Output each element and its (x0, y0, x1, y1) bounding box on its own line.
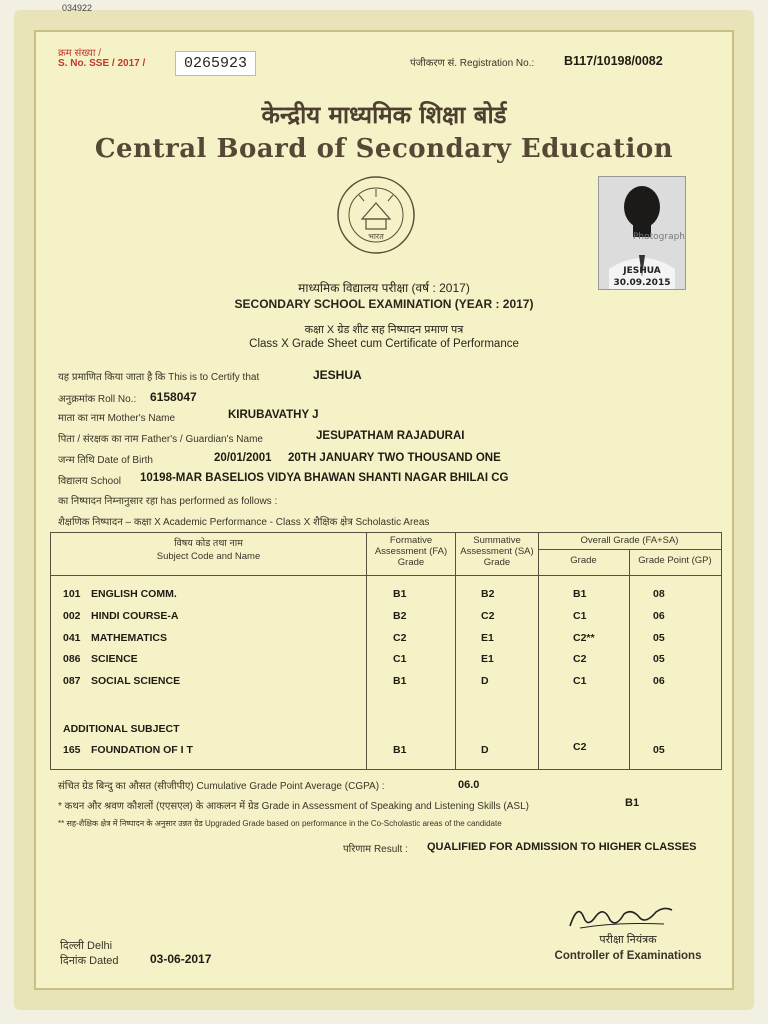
cgpa-value: 06.0 (458, 779, 480, 791)
dated-value: 03-06-2017 (150, 952, 212, 966)
top-serial: 034922 (62, 3, 93, 13)
photo-date: 30.09.2015 (613, 278, 671, 288)
roll-number: 6158047 (150, 390, 197, 404)
sheet-title: Class X Grade Sheet cum Certificate of Performance (249, 338, 519, 350)
grades-table: विषय कोड तथा नाम Subject Code and Name Formative Assessment (FA) Grade Summative Assessment (SA) Grade Overall Grade (FA+SA) Grade Grade Point (GP) 101 ENGLISH COMM. B1 B2 B1 08 002 HINDI COURSE-A B2 C2 C1 06 041 MATHEMATICS C2 E1 C2** 05 086 SCIENCE C1 E1 C2 05 087 SOCIAL SCIENCE B1 D C1 06 ADDITIONAL SUBJECT 165 FOUNDATION OF I T B1 D C2 05 (50, 532, 722, 770)
result-value: QUALIFIED FOR ADMISSION TO HIGHER CLASSES (427, 841, 697, 853)
controller-title: Controller of Examinations (554, 950, 702, 962)
seal-text: भारत (368, 232, 384, 241)
school-name: 10198-MAR BASELIOS VIDYA BHAWAN SHANTI NAGAR BHILAI CG (140, 472, 509, 484)
board-title: Central Board of Secondary Education (94, 134, 674, 164)
photo-signature: JESHUA (623, 266, 661, 276)
roll-label: अनुक्रमांक Roll No.: (58, 394, 137, 405)
header-overall: Overall Grade (FA+SA) (580, 535, 679, 546)
dated-label: दिनांक Dated (60, 955, 119, 967)
student-photograph (598, 176, 686, 290)
performed-label: का निष्पादन निम्नानुसार रहा has performed as follows : (58, 496, 278, 507)
academic-label: शैक्षणिक निष्पादन – कक्षा X Academic Performance - Class X शैक्षिक क्षेत्र Scholastic Areas (58, 517, 430, 528)
sheet-title-hindi: कक्षा X ग्रेड शीट सह निष्पादन प्रमाण पत्र (304, 324, 464, 336)
school-label: विद्यालय School (58, 476, 121, 487)
asl-label: * कथन और श्रवण कौशलों (एएसएल) के आकलन में ग्रेड Grade in Assessment of Speaking and Listening Skills (ASL) (58, 801, 529, 812)
header-sa: Summative Assessment (SA) Grade (460, 535, 534, 568)
mother-label: माता का नाम Mother's Name (58, 413, 176, 424)
additional-subject-label: ADDITIONAL SUBJECT (63, 723, 180, 735)
header-subject: Subject Code and Name (156, 551, 261, 562)
cgpa-label: संचित ग्रेड बिन्दु का औसत (सीजीपीए) Cumulative Grade Point Average (CGPA) : (58, 781, 385, 792)
header-grade: Grade (570, 555, 597, 566)
father-label: पिता / संरक्षक का नाम Father's / Guardian's Name (58, 434, 263, 445)
place: दिल्ली Delhi (60, 940, 113, 952)
dob-label: जन्म तिथि Date of Birth (58, 455, 153, 466)
cbse-seal-emblem (336, 175, 416, 255)
controller-signature (566, 898, 676, 934)
controller-title-hindi: परीक्षा नियंत्रक (599, 934, 657, 946)
certify-label: यह प्रमाणित किया जाता है कि This is to Certify that (58, 372, 260, 383)
registration-label: पंजीकरण सं. Registration No.: (410, 58, 535, 69)
photo-caption: Photograph (632, 232, 685, 242)
serial-label-hi: क्रम संख्या / (58, 48, 101, 59)
asl-grade: B1 (625, 797, 640, 809)
mother-name: KIRUBAVATHY J (228, 409, 319, 421)
header-subject-hindi: विषय कोड तथा नाम (174, 538, 243, 549)
header-fa: Formative Assessment (FA) Grade (374, 535, 448, 568)
serial-label: S. No. SSE / 2017 / (58, 58, 146, 69)
father-name: JESUPATHAM RAJADURAI (316, 430, 465, 442)
exam-title-hindi: माध्यमिक विद्यालय परीक्षा (वर्ष : 2017) (298, 281, 470, 295)
exam-title: SECONDARY SCHOOL EXAMINATION (YEAR : 2017) (234, 297, 534, 311)
registration-number: B117/10198/0082 (564, 54, 663, 68)
header-grade-point: Grade Point (GP) (638, 555, 712, 566)
student-name: JESHUA (313, 368, 362, 382)
dob-value: 20/01/2001 (214, 452, 272, 464)
dob-words: 20TH JANUARY TWO THOUSAND ONE (288, 452, 501, 464)
upgraded-grade-note: ** सह-शैक्षिक क्षेत्र में निष्पादन के अनुसार उन्नत ग्रेड Upgraded Grade based on performance in the Co-Scholastic areas of the candidate (58, 819, 502, 828)
serial-number: 0265923 (175, 51, 256, 76)
result-label: परिणाम Result : (343, 844, 408, 855)
board-title-hindi: केन्द्रीय माध्यमिक शिक्षा बोर्ड (261, 100, 507, 129)
